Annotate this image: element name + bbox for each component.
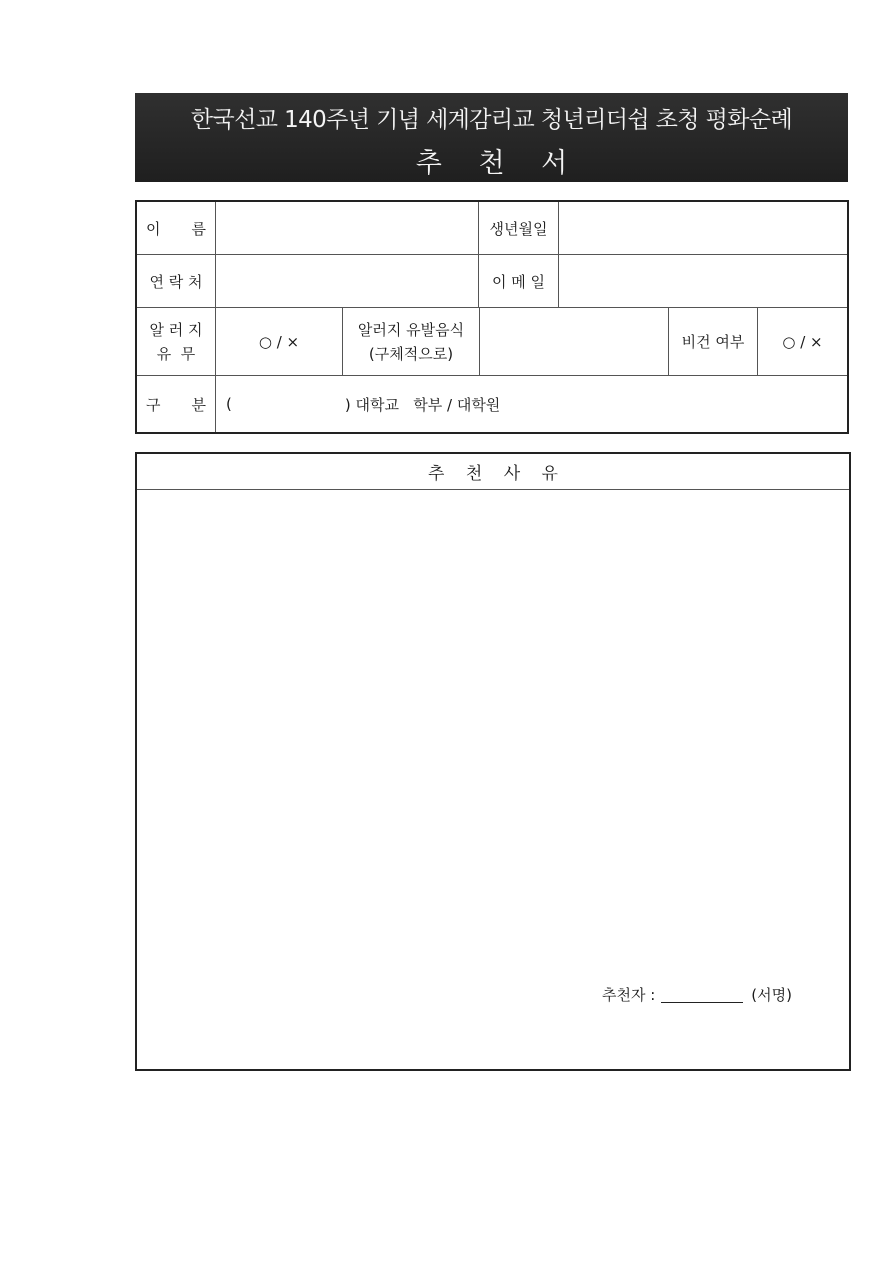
allergy-food-field[interactable]: [480, 308, 668, 375]
allergy-label-line1: 알 러 지: [149, 320, 203, 339]
name-label-char1: 이: [146, 219, 161, 238]
signature-line: [602, 984, 792, 1005]
birth-label: 생년월일: [489, 219, 548, 238]
recommender-blank[interactable]: [661, 988, 743, 1003]
form-title: 한국선교 140주년 기념 세계감리교 청년리더쉽 초청 평화순례: [190, 107, 793, 133]
category-open-paren: (: [226, 395, 232, 413]
vegan-choice[interactable]: ○ / ×: [782, 332, 823, 351]
contact-field[interactable]: [216, 255, 478, 307]
email-field[interactable]: [559, 255, 847, 307]
email-label: 이 메 일: [491, 272, 545, 291]
name-field[interactable]: [216, 202, 478, 254]
allergy-label: [137, 308, 215, 375]
form-header: [135, 93, 848, 182]
allergy-food-label-line2: (구체적으로): [368, 344, 454, 363]
category-field[interactable]: [216, 376, 847, 432]
allergy-food-label: [343, 308, 479, 375]
recommender-label: 추천자 :: [602, 986, 656, 1004]
birth-field[interactable]: [559, 202, 847, 254]
category-text: ) 대학교 학부 / 대학원: [344, 395, 501, 414]
reason-header: 추 천 사 유: [137, 454, 849, 490]
category-label-char1: 구: [146, 395, 161, 414]
allergy-label-line2: 유 무: [156, 344, 196, 363]
reason-box: [135, 452, 851, 1071]
info-table: [135, 200, 849, 434]
category-label-char2: 분: [191, 395, 206, 414]
allergy-choice[interactable]: ○ / ×: [258, 332, 300, 351]
category-label: [137, 376, 215, 432]
reason-field[interactable]: [137, 491, 849, 1069]
form-subtitle: 추 천 서: [415, 148, 582, 179]
signature-label: (서명): [751, 986, 792, 1004]
name-label: [137, 202, 215, 254]
contact-label: 연 락 처: [149, 272, 203, 291]
vegan-label: 비건 여부: [681, 333, 745, 351]
allergy-food-label-line1: 알러지 유발음식: [357, 320, 465, 339]
name-label-char2: 름: [191, 219, 206, 238]
